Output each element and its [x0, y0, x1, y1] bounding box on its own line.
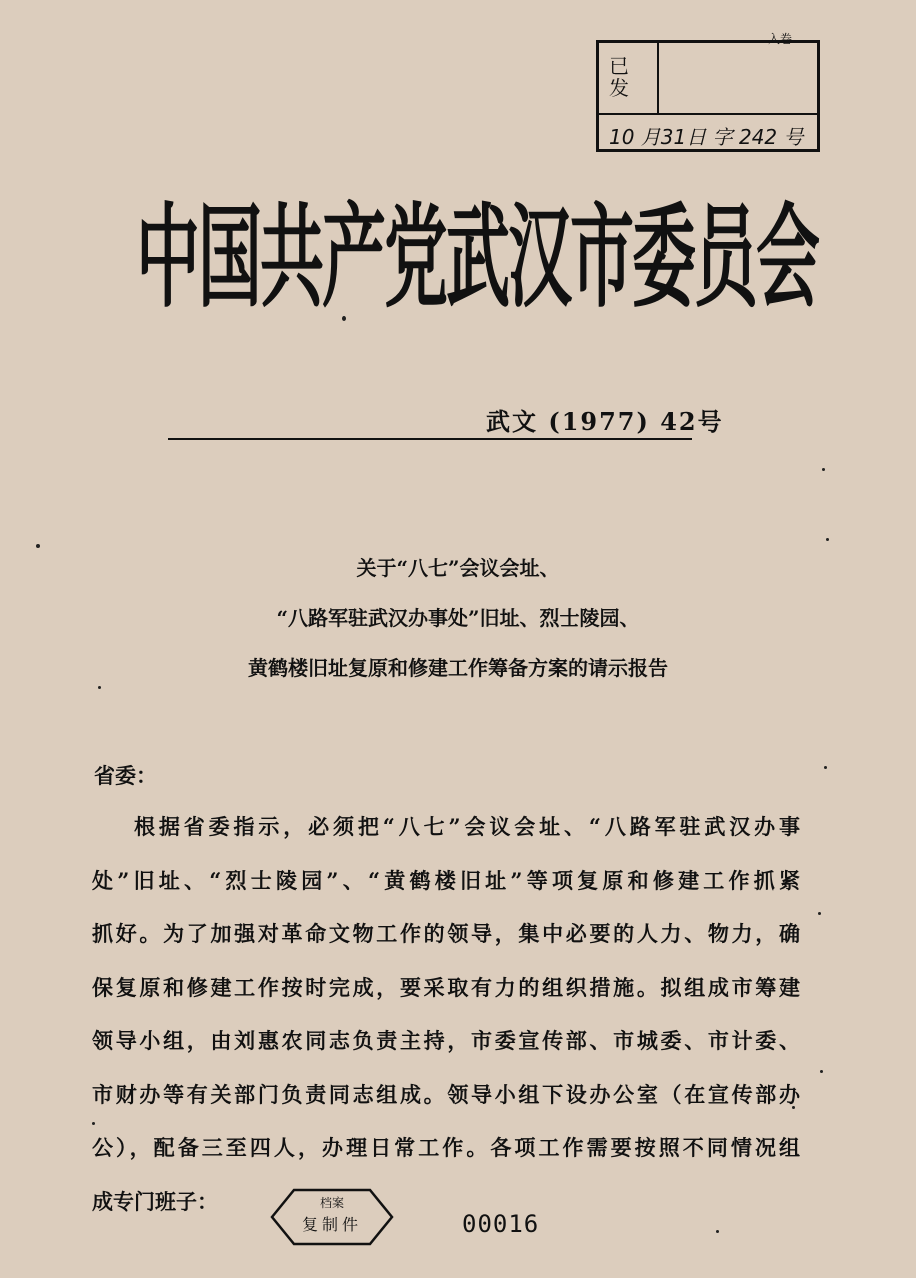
body-line: 领导小组，由刘惠农同志负责主持，市委宣传部、市城委、市计委、 [92, 1028, 800, 1053]
body-line: 保复原和修建工作按时完成，要采取有力的组织措施。拟组成市筹建 [92, 974, 800, 1000]
salutation: 省委： [94, 763, 157, 788]
stamp-upper-row [599, 43, 817, 115]
scan-speck [826, 538, 829, 541]
stamp-received-cell [599, 43, 659, 113]
archive-copy-stamp [258, 1186, 406, 1248]
scan-speck [818, 912, 821, 915]
archive-stamp-top: 档案 [319, 1196, 344, 1210]
stamp-received-label: 已发 [609, 54, 629, 100]
masthead: 中国共产党武汉市委员会 [136, 194, 818, 324]
title-line-2: “八路军驻武汉办事处”旧址、烈士陵园、 [276, 606, 640, 630]
document-number: 武文 (1977) 42号 [486, 407, 724, 436]
archive-stamp-bottom: 复制件 [301, 1215, 362, 1234]
scan-speck [716, 1230, 719, 1233]
body-line: 抓好。为了加强对革命文物工作的领导，集中必要的人力、物力，确 [92, 921, 800, 946]
scan-speck [98, 686, 101, 689]
body-line: 成专门班子： [92, 1188, 218, 1214]
scan-speck [822, 468, 825, 471]
body-line: 公），配备三至四人，办理日常工作。各项工作需要按照不同情况组 [92, 1135, 800, 1160]
body-paragraph [92, 800, 800, 1228]
stamp-number-line: 10 月31日 字 242 号 [609, 125, 804, 149]
scan-speck [824, 766, 827, 769]
scan-speck [36, 544, 40, 548]
scan-speck [820, 1070, 823, 1073]
masthead-rule [168, 438, 692, 440]
title-line-1: 关于“八七”会议会址、 [356, 556, 560, 580]
title-line-3: 黄鹤楼旧址复原和修建工作筹备方案的请示报告 [248, 656, 668, 680]
body-line: 处”旧址、“烈士陵园”、“黄鹤楼旧址”等项复原和修建工作抓紧 [92, 867, 800, 893]
stamp-corner-text: 入卷 [768, 32, 793, 46]
body-line: 根据省委指示，必须把“八七”会议会址、“八路军驻武汉办事 [134, 814, 800, 839]
received-stamp [596, 40, 820, 152]
page-serial-number: 00016 [462, 1210, 540, 1238]
body-line: 市财办等有关部门负责同志组成。领导小组下设办公室（在宣传部办 [92, 1081, 800, 1107]
